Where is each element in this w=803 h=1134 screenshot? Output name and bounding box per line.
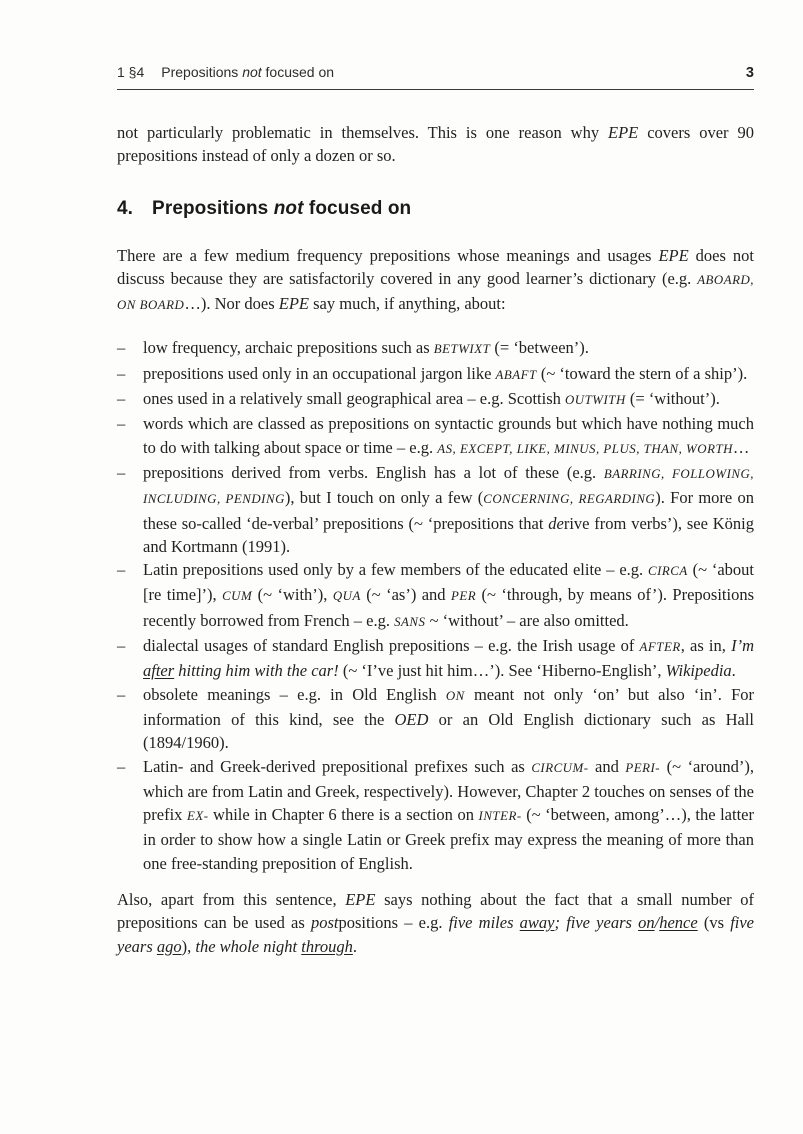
section-heading — [117, 198, 754, 220]
lead-paragraph: There are a few medium frequency prepositions whose meanings and usages EPE does not discuss because they are satisfactorily covered in any good learner’s dictionary (e.g. ABOARD, ON BOARD…). Nor does EPE say much, if anything, about: — [117, 245, 754, 314]
list-item — [117, 683, 754, 755]
list-item-text: Latin prepositions used only by a few members of the educated elite – e.g. CIRCA (~ ‘about [re time]’), CUM (~ ‘with’), QUA (~ ‘as’) and PER (~ ‘through, by means of’). Prepositions recently borrowed from French – e.g. SANS ~ ‘without’ – are also omitted. — [143, 560, 755, 630]
omissions-list — [117, 336, 754, 875]
list-item-dash: – — [117, 684, 126, 704]
list-item-text: ones used in a relatively small geographical area – e.g. Scottish OUTWITH (= ‘without’). — [143, 389, 720, 409]
list-item-dash: – — [117, 338, 126, 358]
chapter-section-label: 1 §4 — [117, 64, 145, 80]
list-item-dash: – — [117, 756, 126, 776]
list-item-text: words which are classed as prepositions on syntactic grounds but which have nothing much to do with talking about space or time – e.g. AS, EXCEPT, LIKE, MINUS, PLUS, THAN, WORTH… — [143, 414, 754, 457]
list-item — [117, 387, 754, 412]
section-number: 4. — [117, 197, 134, 219]
running-header-left — [117, 64, 334, 80]
list-item — [117, 461, 754, 558]
running-title: Prepositions not focused on — [161, 64, 335, 80]
list-item — [117, 755, 754, 875]
list-item — [117, 336, 754, 361]
section-title: Prepositions not focused on — [152, 197, 412, 219]
list-item-text: low frequency, archaic prepositions such as BETWIXT (= ‘between’). — [143, 338, 589, 358]
list-item-text: obsolete meanings – e.g. in Old English ON meant not only ‘on’ but also ‘in’. For information of this kind, see the OED or an Old English dictionary such as Hall (1894/1960). — [143, 684, 755, 753]
list-item-dash: – — [117, 414, 126, 434]
list-item — [117, 558, 754, 634]
list-item — [117, 412, 754, 461]
closing-paragraph: Also, apart from this sentence, EPE says nothing about the fact that a small number of prepositions can be used as postpositions – e.g. five miles away; five years on/hence (vs five years ago), the whole night through. — [117, 890, 755, 956]
list-item-dash: – — [117, 560, 126, 580]
page-number: 3 — [745, 65, 754, 81]
intro-paragraph: not particularly problematic in themselves. This is one reason why EPE covers over 90 prepositions instead of only a dozen or so. — [117, 123, 754, 166]
list-item-dash: – — [117, 462, 126, 482]
running-header — [117, 64, 754, 90]
page-content — [117, 64, 754, 958]
list-item-dash: – — [117, 389, 126, 409]
list-item-text: prepositions derived from verbs. English has a lot of these (e.g. BARRING, FOLLOWING, INCLUDING, PENDING), but I touch on only a few (CONCERNING, REGARDING). For more on these so-called ‘de-verbal’ prepositions (~ ‘prepositions that derive from verbs’), see König and Kortmann (1991). — [143, 462, 755, 556]
list-item-text: prepositions used only in an occupational jargon like ABAFT (~ ‘toward the stern of a ship’). — [143, 363, 748, 383]
list-item — [117, 634, 754, 683]
list-item-dash: – — [117, 636, 126, 656]
list-item-text: dialectal usages of standard English prepositions – e.g. the Irish usage of AFTER, as in, I’m after hitting him with the car! (~ ‘I’ve just hit him…’). See ‘Hiberno-English’, Wikipedia. — [143, 636, 754, 681]
list-item-dash: – — [117, 363, 126, 383]
list-item — [117, 362, 754, 387]
list-item-text: Latin- and Greek-derived prepositional prefixes such as CIRCUM- and PERI- (~ ‘around’), which are from Latin and Greek, respectively). However, Chapter 2 touches on senses of the prefix EX- while in Chapter 6 there is a section on INTER- (~ ‘between, among’…), the latter in order to show how a single Latin or Greek prefix may express the meaning of more than one free-standing preposition of English. — [143, 756, 754, 873]
